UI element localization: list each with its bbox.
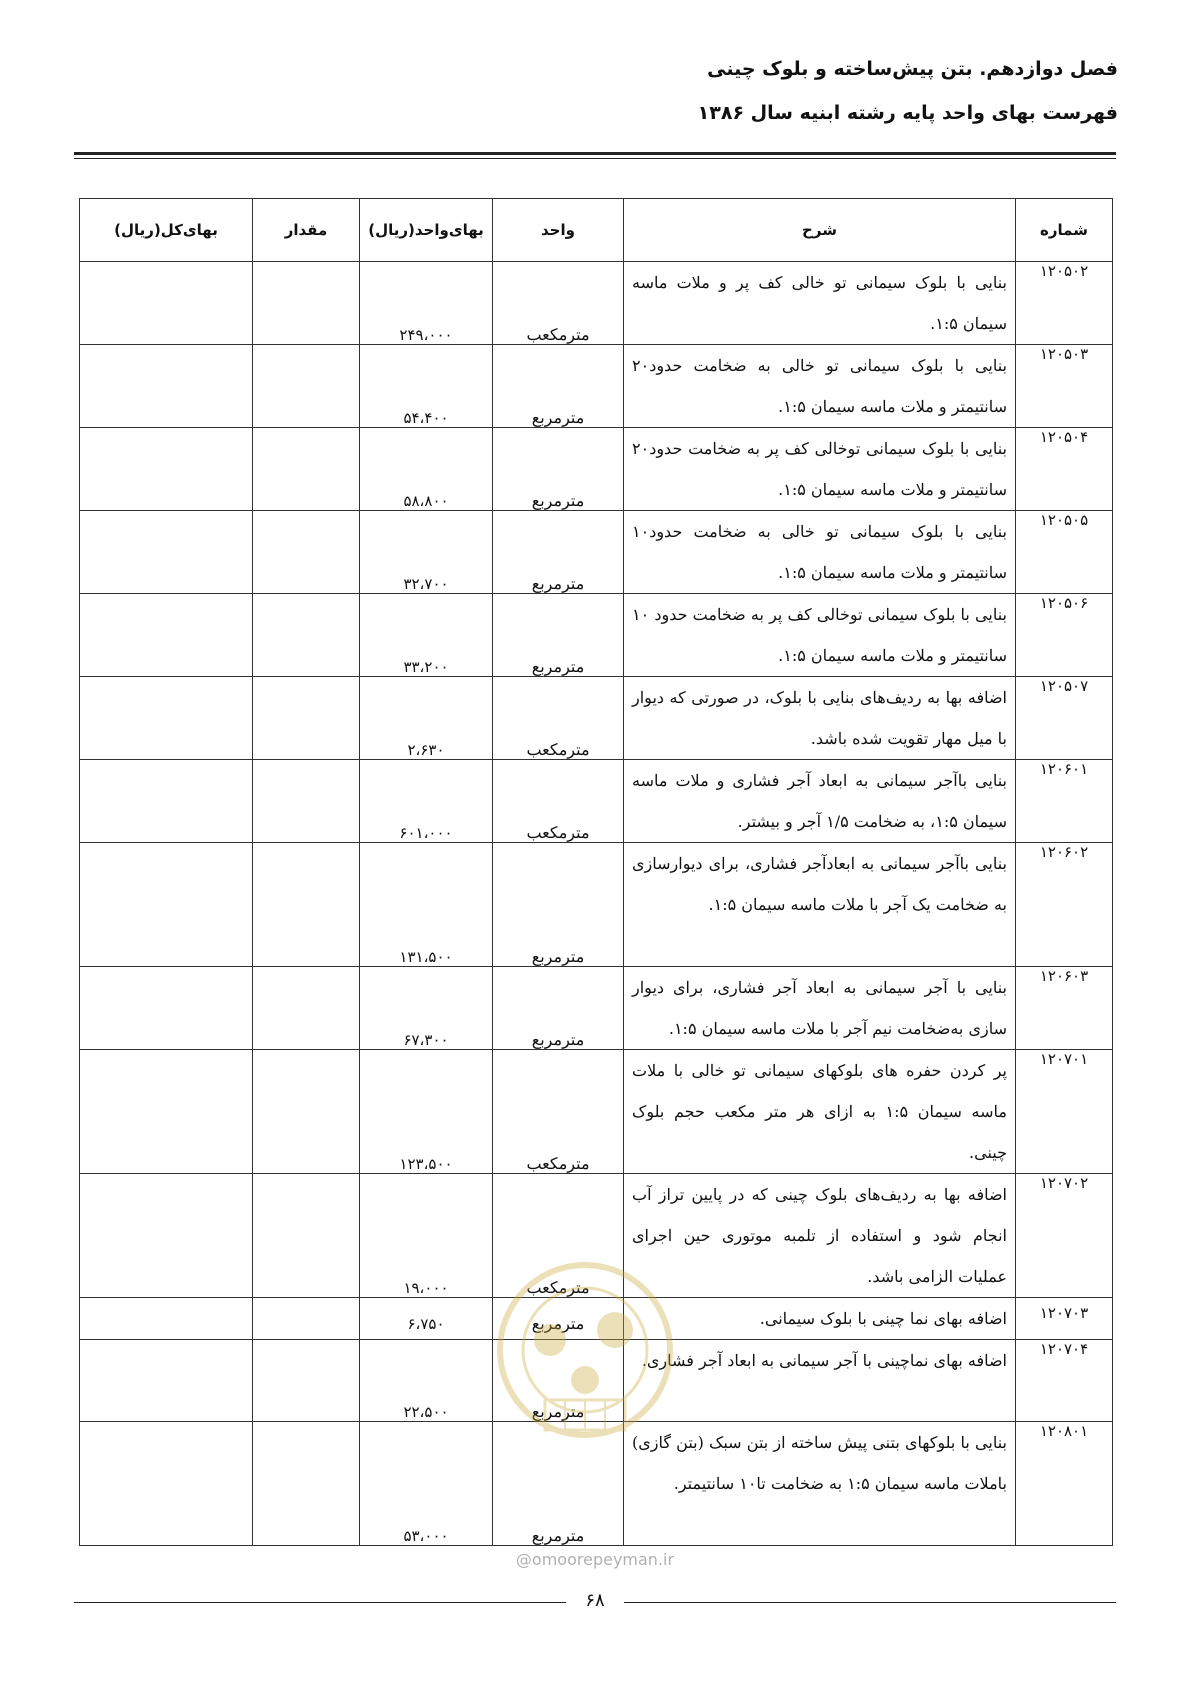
item-total (80, 594, 253, 677)
column-header-quantity: مقدار (253, 199, 360, 262)
item-description: بنایی با بلوک سیمانی توخالی کف پر به ضخامت حدود۲۰ سانتیمتر و ملات ماسه سیمان ۱:۵. (624, 428, 1016, 511)
item-quantity (253, 677, 360, 760)
item-unit: مترمکعب (493, 262, 624, 345)
table-row (80, 967, 1113, 1050)
item-unit: مترمربع (493, 594, 624, 677)
table-row (80, 594, 1113, 677)
item-unit: مترمربع (493, 967, 624, 1050)
item-quantity (253, 1050, 360, 1174)
item-description: بنایی با بلوک سیمانی تو خالی به ضخامت حدود۱۰ سانتیمتر و ملات ماسه سیمان ۱:۵. (624, 511, 1016, 594)
document-subtitle: فهرست بهای واحد پایه رشته ابنیه سال ۱۳۸۶ (697, 102, 1118, 124)
item-quantity (253, 760, 360, 843)
item-total (80, 967, 253, 1050)
item-unit: مترمربع (493, 843, 624, 967)
item-code: ۱۲۰۶۰۲ (1016, 843, 1113, 967)
item-unit: مترمکعب (493, 1174, 624, 1298)
watermark-website: @omoorepeyman.ir (515, 1550, 675, 1569)
item-quantity (253, 1174, 360, 1298)
item-code: ۱۲۰۵۰۵ (1016, 511, 1113, 594)
column-header-code: شماره (1016, 199, 1113, 262)
item-quantity (253, 843, 360, 967)
item-total (80, 1174, 253, 1298)
table-row (80, 1174, 1113, 1298)
column-header-unit-price: بهای‌واحد(ریال) (360, 199, 493, 262)
item-unit: مترمربع (493, 345, 624, 428)
item-code: ۱۲۰۷۰۴ (1016, 1340, 1113, 1422)
table-row (80, 677, 1113, 760)
item-quantity (253, 1298, 360, 1340)
item-code: ۱۲۰۸۰۱ (1016, 1422, 1113, 1546)
item-total (80, 1340, 253, 1422)
item-unit-price: ۳۳،۲۰۰ (360, 594, 493, 677)
item-quantity (253, 594, 360, 677)
item-code: ۱۲۰۷۰۳ (1016, 1298, 1113, 1340)
item-code: ۱۲۰۵۰۶ (1016, 594, 1113, 677)
item-total (80, 345, 253, 428)
item-unit-price: ۶،۷۵۰ (360, 1298, 493, 1340)
table-row (80, 262, 1113, 345)
item-code: ۱۲۰۶۰۱ (1016, 760, 1113, 843)
table-row (80, 1050, 1113, 1174)
item-code: ۱۲۰۷۰۱ (1016, 1050, 1113, 1174)
item-description: بنایی باآجر سیمانی به ابعادآجر فشاری، برای دیوارسازی به ضخامت یک آجر با ملات ماسه سیمان ۱:۵. (624, 843, 1016, 967)
item-unit-price: ۱۹،۰۰۰ (360, 1174, 493, 1298)
item-total (80, 1050, 253, 1174)
item-quantity (253, 967, 360, 1050)
item-total (80, 677, 253, 760)
item-quantity (253, 511, 360, 594)
item-description: اضافه بهای نماچینی با آجر سیمانی به ابعاد آجر فشاری. (624, 1340, 1016, 1422)
item-total (80, 843, 253, 967)
item-code: ۱۲۰۶۰۳ (1016, 967, 1113, 1050)
item-unit-price: ۵۸،۸۰۰ (360, 428, 493, 511)
item-total (80, 1298, 253, 1340)
item-description: بنایی با آجر سیمانی به ابعاد آجر فشاری، برای دیوار سازی به‌ضخامت نیم آجر با ملات ماسه سیمان ۱:۵. (624, 967, 1016, 1050)
table-row (80, 345, 1113, 428)
item-code: ۱۲۰۵۰۳ (1016, 345, 1113, 428)
item-unit: مترمربع (493, 1422, 624, 1546)
item-unit: مترمربع (493, 1298, 624, 1340)
item-total (80, 511, 253, 594)
page-number: ۶۸ (585, 1590, 605, 1611)
table-row (80, 428, 1113, 511)
table-row (80, 511, 1113, 594)
item-description: بنایی با بلوک سیمانی تو خالی کف پر و ملات ماسه سیمان ۱:۵. (624, 262, 1016, 345)
table-row (80, 1298, 1113, 1340)
item-quantity (253, 1340, 360, 1422)
item-unit: مترمربع (493, 428, 624, 511)
header-divider (74, 152, 1116, 155)
chapter-title: فصل دوازدهم. بتن پیش‌ساخته و بلوک چینی (707, 58, 1118, 80)
item-code: ۱۲۰۵۰۲ (1016, 262, 1113, 345)
item-total (80, 262, 253, 345)
table-header-row (80, 199, 1113, 262)
item-unit-price: ۶۷،۳۰۰ (360, 967, 493, 1050)
item-quantity (253, 428, 360, 511)
item-description: بنایی با بلوکهای بتنی پیش ساخته از بتن سبک (بتن گازی) باملات ماسه سیمان ۱:۵ به ضخامت تا۱۰ سانتیمتر. (624, 1422, 1016, 1546)
item-code: ۱۲۰۵۰۷ (1016, 677, 1113, 760)
item-unit: مترمربع (493, 1340, 624, 1422)
item-unit-price: ۶۰۱،۰۰۰ (360, 760, 493, 843)
item-unit: مترمکعب (493, 760, 624, 843)
table-row (80, 1422, 1113, 1546)
item-description: اضافه بها به ردیف‌های بلوک چینی که در پایین تراز آب انجام شود و استفاده از تلمبه موتوری حین اجرای عملیات الزامی باشد. (624, 1174, 1016, 1298)
item-unit-price: ۱۳۱،۵۰۰ (360, 843, 493, 967)
item-total (80, 1422, 253, 1546)
item-quantity (253, 1422, 360, 1546)
item-description: بنایی با بلوک سیمانی توخالی کف پر به ضخامت حدود ۱۰ سانتیمتر و ملات ماسه سیمان ۱:۵. (624, 594, 1016, 677)
column-header-unit: واحد (493, 199, 624, 262)
page-footer (74, 1590, 1116, 1614)
price-list-table (79, 198, 1113, 1546)
item-unit-price: ۲۴۹،۰۰۰ (360, 262, 493, 345)
item-code: ۱۲۰۵۰۴ (1016, 428, 1113, 511)
table-row (80, 1340, 1113, 1422)
item-unit-price: ۵۴،۴۰۰ (360, 345, 493, 428)
item-unit-price: ۲۲،۵۰۰ (360, 1340, 493, 1422)
item-quantity (253, 345, 360, 428)
item-quantity (253, 262, 360, 345)
item-description: اضافه بهای نما چینی با بلوک سیمانی. (624, 1298, 1016, 1340)
table-row (80, 760, 1113, 843)
item-description: بنایی با بلوک سیمانی تو خالی به ضخامت حدود۲۰ سانتیمتر و ملات ماسه سیمان ۱:۵. (624, 345, 1016, 428)
item-unit-price: ۳۲،۷۰۰ (360, 511, 493, 594)
item-unit-price: ۲،۶۳۰ (360, 677, 493, 760)
item-unit: مترمربع (493, 511, 624, 594)
table-body (80, 262, 1113, 1546)
item-unit-price: ۱۲۳،۵۰۰ (360, 1050, 493, 1174)
item-total (80, 428, 253, 511)
item-description: بنایی باآجر سیمانی به ابعاد آجر فشاری و ملات ماسه سیمان ۱:۵، به ضخامت ۱/۵ آجر و بیشتر. (624, 760, 1016, 843)
item-unit-price: ۵۳،۰۰۰ (360, 1422, 493, 1546)
column-header-total-price: بهای‌کل(ریال) (80, 199, 253, 262)
item-unit: مترمکعب (493, 1050, 624, 1174)
item-total (80, 760, 253, 843)
item-unit: مترمکعب (493, 677, 624, 760)
header-divider-thin (74, 158, 1116, 159)
table-row (80, 843, 1113, 967)
column-header-description: شرح (624, 199, 1016, 262)
page-header (72, 58, 1118, 124)
item-code: ۱۲۰۷۰۲ (1016, 1174, 1113, 1298)
item-description: پر کردن حفره های بلوکهای سیمانی تو خالی با ملات ماسه سیمان ۱:۵ به ازای هر متر مکعب حجم بلوک چینی. (624, 1050, 1016, 1174)
item-description: اضافه بها به ردیف‌های بنایی با بلوک، در صورتی که دیوار با میل مهار تقویت شده باشد. (624, 677, 1016, 760)
